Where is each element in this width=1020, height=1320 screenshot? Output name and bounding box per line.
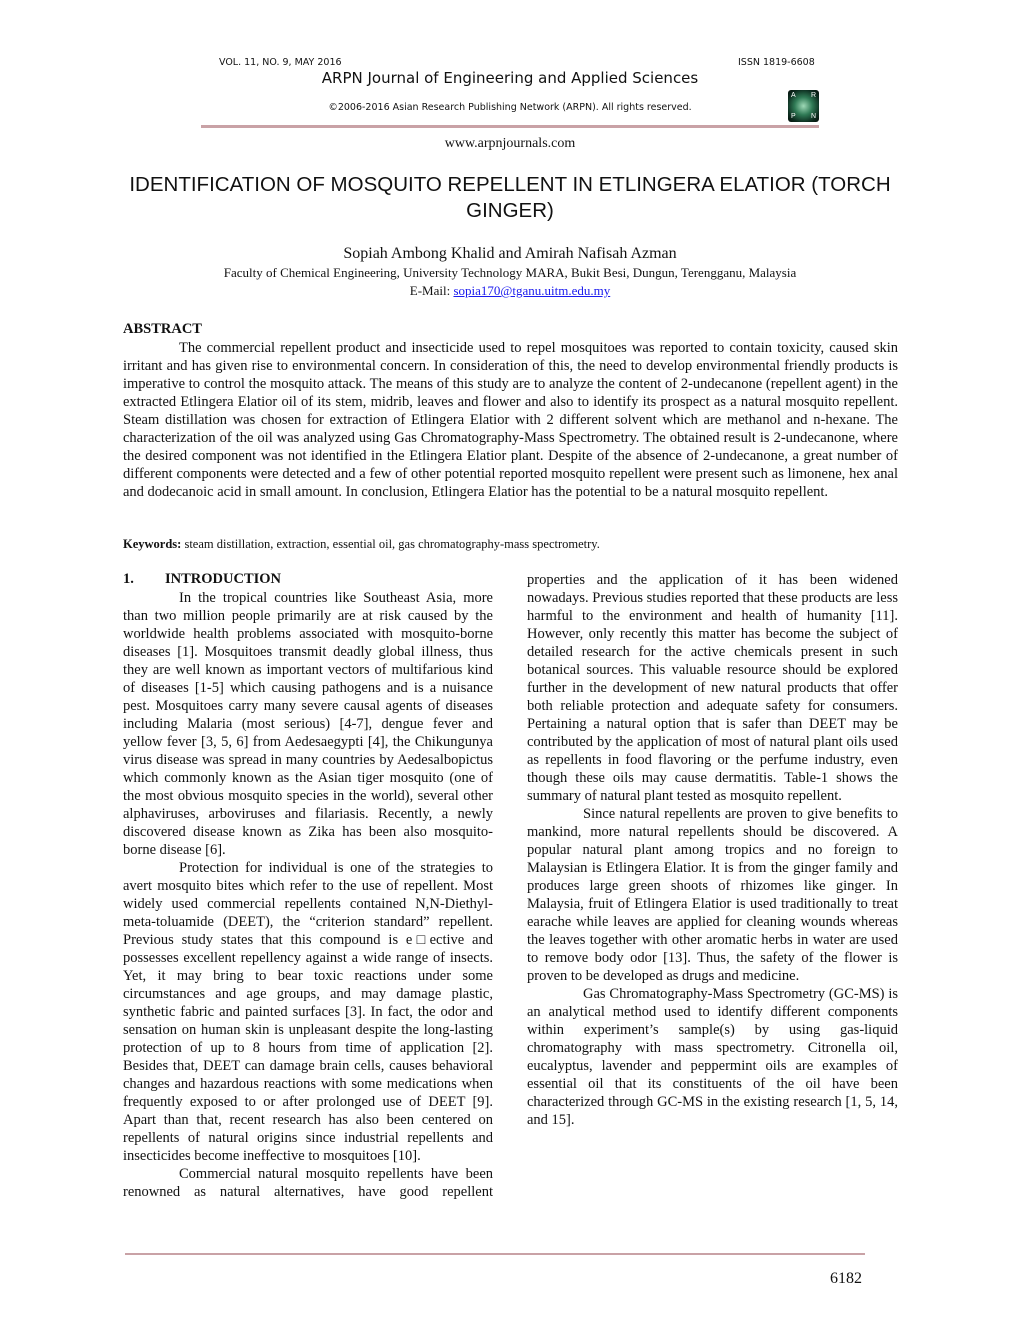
keywords-label: Keywords: [123, 537, 182, 551]
email-line [0, 283, 1020, 299]
logo-letter: P [791, 113, 796, 120]
email-link[interactable]: sopia170@tganu.uitm.edu.my [453, 283, 611, 298]
logo-letter: N [810, 113, 816, 120]
affiliation: Faculty of Chemical Engineering, University Technology MARA, Bukit Besi, Dungun, Terengganu, Malaysia [223, 265, 797, 280]
volume-info: VOL. 11, NO. 9, MAY 2016 [219, 57, 342, 68]
keywords [123, 537, 600, 552]
right-column [527, 571, 898, 1129]
email-label: E-Mail: [409, 283, 454, 298]
copyright: ©2006-2016 Asian Research Publishing Network (ARPN). All rights reserved. [328, 102, 692, 113]
paragraph: In the tropical countries like Southeast Asia, more than two million people primarily are at risk caused by the worldwide health problems associated with mosquito-borne diseases [1]. Mosquitoes transmit deadly global illness, thus they are well known as important vectors of multifarious kind of diseases [1-5] which causing pathogens and is a nuisance pest. Mosquitoes carry many severe causal agents of diseases including Malaria (most serious) [4-7], dengue fever and yellow fever [3, 5, 6] from Aedesaegypti [4], the Chikungunya virus disease was spread in many countries by Aedesalbopictus which commonly known as the Asian tiger mosquito (one of the most obvious mosquito species in the world), several other alphaviruses, arboviruses and filariasis. Recently, a newly discovered disease known as Zika has been also mosquito-borne disease [6]. [123, 590, 493, 858]
journal-name: ARPN Journal of Engineering and Applied Sciences [321, 69, 699, 87]
keywords-text: steam distillation, extraction, essential oil, gas chromatography-mass spectrometry. [181, 537, 600, 551]
logo-letter: A [791, 92, 796, 99]
abstract [123, 339, 898, 501]
section-title: INTRODUCTION [165, 571, 282, 587]
section-heading-introduction [123, 571, 281, 588]
left-column [123, 589, 493, 1201]
website: www.arpnjournals.com [444, 136, 576, 151]
paper-title: IDENTIFICATION OF MOSQUITO REPELLENT IN ETLINGERA ELATIOR (TORCH GINGER) [129, 173, 891, 222]
page-number: 6182 [830, 1270, 862, 1287]
footer-divider [125, 1253, 865, 1255]
section-number: 1. [123, 571, 134, 587]
authors: Sopiah Ambong Khalid and Amirah Nafisah Azman [343, 245, 677, 262]
paragraph: properties and the application of it has been widened nowadays. Previous studies reported that these products are less harmful to the environment and health of humanity [11]. However, only recently this matter has become the subject of detailed research for the active chemicals present in such botanical sources. This valuable resource should be explored further in the development of new natural products that offer both reliable protection and adequate safety for consumers. Pertaining a natural option that is safer than DEET may be contributed by the application of most of natural plant oils used as repellents in food flavoring or the perfume industry, even though these oils may cause dermatitis. Table-1 shows the summary of natural plant tested as mosquito repellent. [527, 572, 898, 804]
abstract-text: The commercial repellent product and insecticide used to repel mosquitoes was reported to contain toxicity, caused skin irritant and has given rise to environmental concern. In consideration of this, the need to develop environmental friendly products is imperative to control the mosquito attack. The means of this study are to analyze the content of 2-undecanone (repellent agent) in the extracted Etlingera Elatior oil of its stem, midrib, leaves and flower and also to identify its prospect as a natural mosquito repellent. Steam distillation was chosen for extraction of Etlingera Elatior with 2 different solvent which are methanol and n-hexane. The characterization of the oil was analyzed using Gas Chromatography-Mass Spectrometry. The obtained result is 2-undecanone, where the desired component was not identified in the Etlingera Elatior plant. Despite of the absence of 2-undecanone, a great number of different components were detected and a few of other potential reported mosquito repellent were present such as limonene, hex anal and dodecanoic acid in small amount. In conclusion, Etlingera Elatior has the potential to be a natural mosquito repellent. [123, 340, 898, 500]
arpn-logo-icon [788, 90, 819, 122]
paragraph: Since natural repellents are proven to give benefits to mankind, more natural repellents should be discovered. A popular natural plant among tropics and no foreign to Malaysian is Etlingera Elatior. It is from the ginger family and produces large green shoots of rhizomes like ginger. In Malaysia, fruit of Etlingera Elatior is used traditionally to treat earache while leaves are applied for cleaning wounds whereas the leaves together with other aromatic herbs in water are used to remove body odor [13]. Thus, the safety of the flower is proven to be developed as drugs and medicine. [527, 806, 898, 984]
abstract-heading: ABSTRACT [123, 321, 202, 337]
header-divider [201, 125, 819, 128]
paragraph: Gas Chromatography-Mass Spectrometry (GC-MS) is an analytical method used to identify different components within experiment’s sample(s) by using gas-liquid chromatography with mass spectrometry. Citronella oil, eucalyptus, lavender and peppermint oils are examples of essential oil that its constituents of the oil have been characterized through GC-MS in the existing research [1, 5, 14, and 15]. [527, 986, 898, 1128]
paragraph: Protection for individual is one of the strategies to avert mosquito bites which refer to the use of repellent. Most widely used commercial repellents contained N,N-Diethyl-meta-toluamide (DEET), the “criterion standard” repellent. Previous study states that this compound is e□ective and possesses excellent repellency against a wide range of insects. Yet, it may bring to bear toxic reactions under some circumstances and age groups, and may damage plastic, synthetic fabric and painted surfaces [3]. In fact, the odor and sensation on human skin is unpleasant despite the long-lasting protection of up to 8 hours from time of application [2]. Besides that, DEET can damage brain cells, causes behavioral changes and hazardous reactions with some medications when frequently exposed to or after prolonged use of DEET [9]. Apart than that, recent research has also been centered on repellents of natural origins since industrial repellents and insecticides become ineffective to mosquitoes [10]. [123, 860, 493, 1164]
paragraph: Commercial natural mosquito repellents have been renowned as natural alternatives, have good repellent [123, 1166, 493, 1200]
issn: ISSN 1819-6608 [738, 57, 815, 68]
logo-letter: R [810, 92, 816, 99]
